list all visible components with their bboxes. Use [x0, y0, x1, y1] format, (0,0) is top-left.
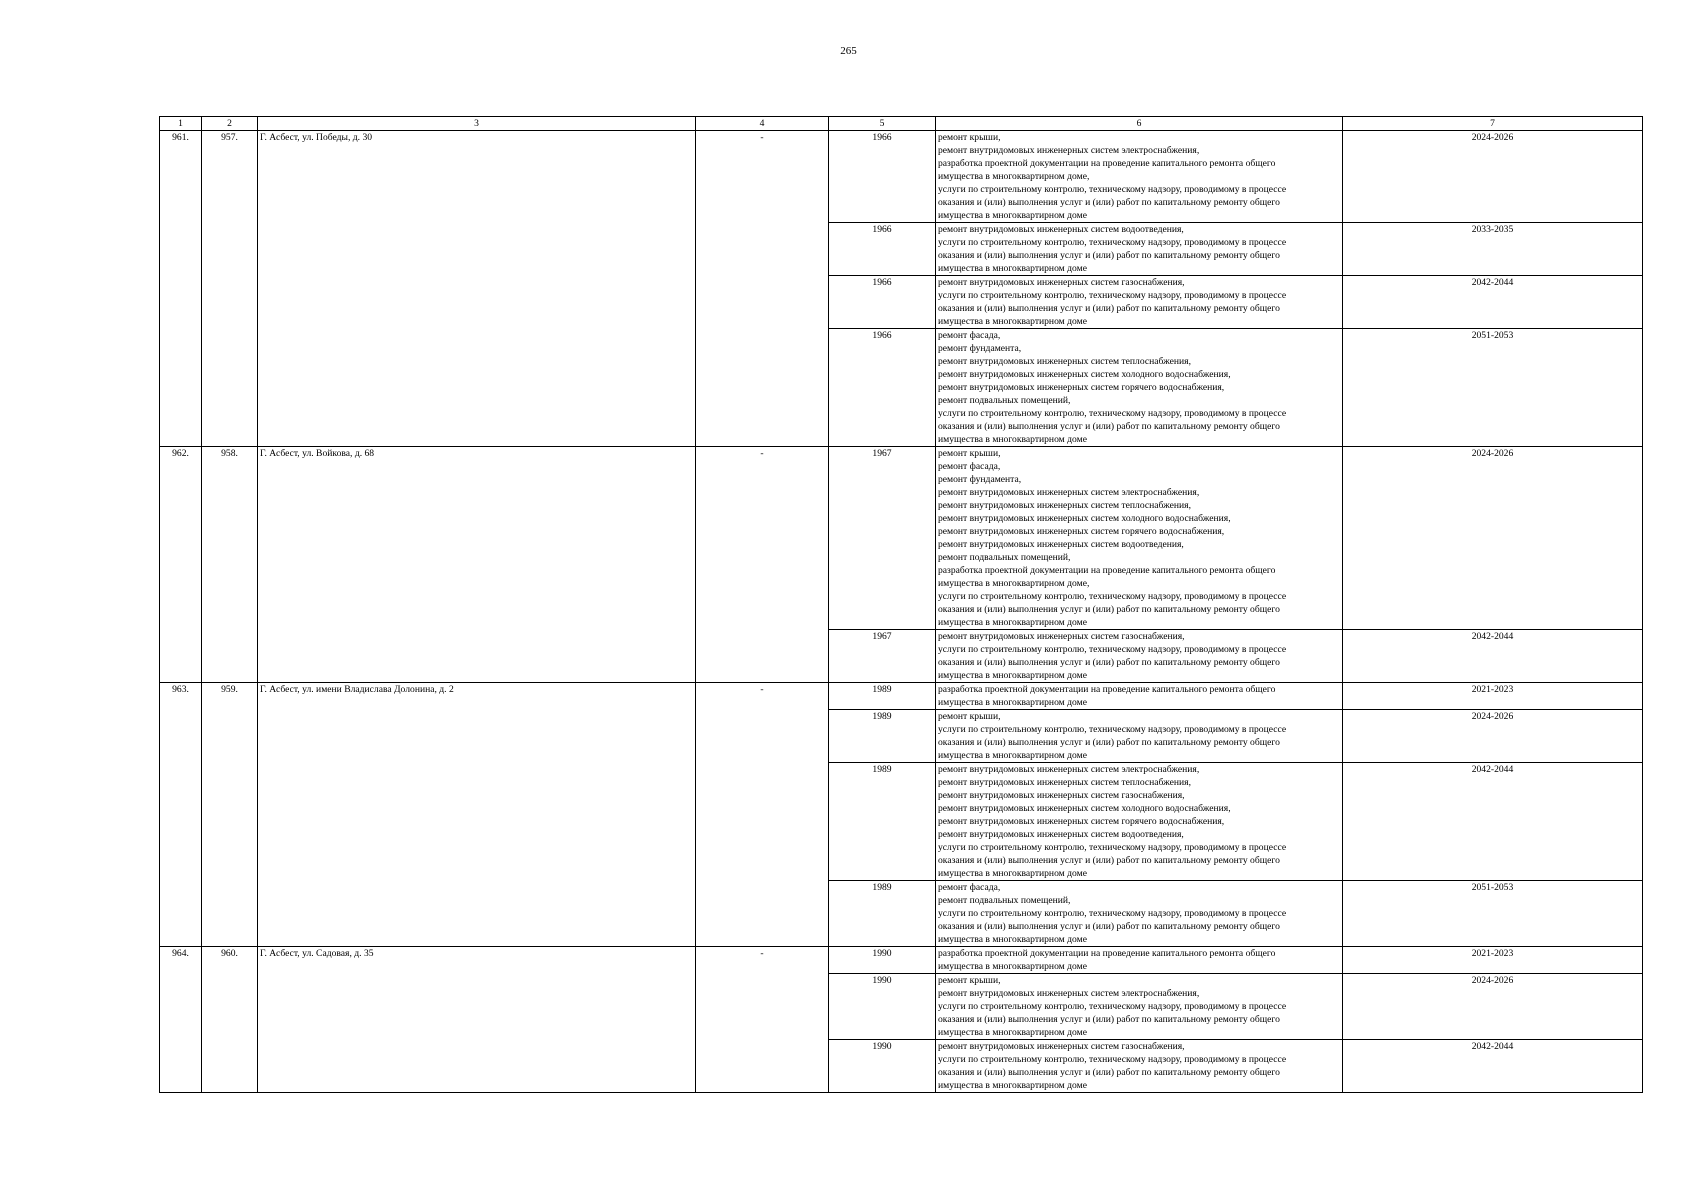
row-number: 963. [160, 683, 202, 947]
work-line: оказания и (или) выполнения услуг и (или) работ по капитальному ремонту общего [938, 1014, 1280, 1025]
year-value: 1966 [829, 329, 936, 447]
work-line: ремонт фасада, [938, 330, 1001, 341]
work-line: имущества в многоквартирном доме [938, 961, 1087, 972]
column-4-value: - [696, 131, 829, 447]
row-number-2: 959. [202, 683, 258, 947]
work-line: ремонт внутридомовых инженерных систем горячего водоснабжения, [938, 526, 1225, 537]
table-row [160, 131, 1643, 223]
works-list [936, 881, 1343, 947]
work-line: оказания и (или) выполнения услуг и (или) работ по капитальному ремонту общего [938, 604, 1280, 615]
year-value: 1989 [829, 881, 936, 947]
work-line: ремонт внутридомовых инженерных систем водоотведения, [938, 829, 1184, 840]
period-value: 2024-2026 [1343, 974, 1643, 1040]
period-value: 2042-2044 [1343, 763, 1643, 881]
work-line: ремонт внутридомовых инженерных систем газоснабжения, [938, 790, 1185, 801]
period-value: 2024-2026 [1343, 131, 1643, 223]
work-line: ремонт внутридомовых инженерных систем водоотведения, [938, 539, 1184, 550]
work-line: разработка проектной документации на проведение капитального ремонта общего [938, 158, 1276, 169]
work-line: ремонт крыши, [938, 132, 1001, 143]
column-header-2: 2 [202, 117, 258, 131]
column-header-1: 1 [160, 117, 202, 131]
work-line: оказания и (или) выполнения услуг и (или) работ по капитальному ремонту общего [938, 921, 1280, 932]
work-line: ремонт внутридомовых инженерных систем электроснабжения, [938, 764, 1200, 775]
work-line: имущества в многоквартирном доме [938, 1027, 1087, 1038]
work-line: ремонт подвальных помещений, [938, 552, 1071, 563]
work-line: оказания и (или) выполнения услуг и (или) работ по капитальному ремонту общего [938, 737, 1280, 748]
works-list [936, 630, 1343, 683]
work-line: ремонт подвальных помещений, [938, 395, 1071, 406]
work-line: услуги по строительному контролю, техническому надзору, проводимому в процессе [938, 1001, 1287, 1012]
work-line: ремонт внутридомовых инженерных систем теплоснабжения, [938, 777, 1191, 788]
row-number: 962. [160, 447, 202, 683]
column-number-row [160, 117, 1643, 131]
work-line: имущества в многоквартирном доме [938, 210, 1087, 221]
period-value: 2033-2035 [1343, 223, 1643, 276]
works-list [936, 1040, 1343, 1093]
work-line: имущества в многоквартирном доме [938, 617, 1087, 628]
column-header-7: 7 [1343, 117, 1643, 131]
year-value: 1990 [829, 974, 936, 1040]
work-line: ремонт внутридомовых инженерных систем холодного водоснабжения, [938, 513, 1231, 524]
work-line: имущества в многоквартирном доме [938, 1080, 1087, 1091]
table-header [160, 117, 1643, 131]
works-list [936, 329, 1343, 447]
works-list [936, 276, 1343, 329]
work-line: ремонт внутридомовых инженерных систем газоснабжения, [938, 631, 1185, 642]
period-value: 2021-2023 [1343, 683, 1643, 710]
work-line: разработка проектной документации на проведение капитального ремонта общего [938, 948, 1276, 959]
work-line: услуги по строительному контролю, техническому надзору, проводимому в процессе [938, 724, 1287, 735]
works-list [936, 223, 1343, 276]
work-line: ремонт крыши, [938, 975, 1001, 986]
column-header-5: 5 [829, 117, 936, 131]
house-address: Г. Асбест, ул. Садовая, д. 35 [258, 947, 696, 1093]
work-line: ремонт крыши, [938, 711, 1001, 722]
column-4-value: - [696, 947, 829, 1093]
capital-repair-table [159, 116, 1643, 1093]
period-value: 2021-2023 [1343, 947, 1643, 974]
work-line: имущества в многоквартирном доме [938, 434, 1087, 445]
work-line: имущества в многоквартирном доме, [938, 578, 1090, 589]
period-value: 2042-2044 [1343, 1040, 1643, 1093]
work-line: ремонт внутридомовых инженерных систем электроснабжения, [938, 487, 1200, 498]
work-line: оказания и (или) выполнения услуг и (или) работ по капитальному ремонту общего [938, 1067, 1280, 1078]
work-line: ремонт внутридомовых инженерных систем горячего водоснабжения, [938, 816, 1225, 827]
table-body [160, 131, 1643, 1093]
work-line: услуги по строительному контролю, техническому надзору, проводимому в процессе [938, 290, 1287, 301]
work-line: услуги по строительному контролю, техническому надзору, проводимому в процессе [938, 591, 1287, 602]
page-number: 265 [840, 45, 857, 57]
work-line: услуги по строительному контролю, техническому надзору, проводимому в процессе [938, 408, 1287, 419]
works-list [936, 763, 1343, 881]
work-line: услуги по строительному контролю, техническому надзору, проводимому в процессе [938, 644, 1287, 655]
work-line: имущества в многоквартирном доме [938, 934, 1087, 945]
year-value: 1966 [829, 131, 936, 223]
work-line: ремонт фасада, [938, 882, 1001, 893]
work-line: оказания и (или) выполнения услуг и (или) работ по капитальному ремонту общего [938, 250, 1280, 261]
work-line: оказания и (или) выполнения услуг и (или) работ по капитальному ремонту общего [938, 855, 1280, 866]
work-line: ремонт внутридомовых инженерных систем горячего водоснабжения, [938, 382, 1225, 393]
work-line: ремонт внутридомовых инженерных систем теплоснабжения, [938, 356, 1191, 367]
row-number: 961. [160, 131, 202, 447]
year-value: 1967 [829, 630, 936, 683]
work-line: имущества в многоквартирном доме [938, 750, 1087, 761]
work-line: оказания и (или) выполнения услуг и (или) работ по капитальному ремонту общего [938, 421, 1280, 432]
work-line: ремонт внутридомовых инженерных систем холодного водоснабжения, [938, 369, 1231, 380]
work-line: разработка проектной документации на проведение капитального ремонта общего [938, 565, 1276, 576]
work-line: ремонт внутридомовых инженерных систем холодного водоснабжения, [938, 803, 1231, 814]
work-line: ремонт фасада, [938, 461, 1001, 472]
work-line: имущества в многоквартирном доме [938, 868, 1087, 879]
work-line: ремонт внутридомовых инженерных систем газоснабжения, [938, 277, 1185, 288]
house-address: Г. Асбест, ул. Войкова, д. 68 [258, 447, 696, 683]
house-address: Г. Асбест, ул. Победы, д. 30 [258, 131, 696, 447]
work-line: имущества в многоквартирном доме [938, 263, 1087, 274]
work-line: ремонт фундамента, [938, 343, 1022, 354]
work-line: ремонт крыши, [938, 448, 1001, 459]
period-value: 2024-2026 [1343, 447, 1643, 630]
year-value: 1967 [829, 447, 936, 630]
year-value: 1989 [829, 763, 936, 881]
table-row [160, 447, 1643, 630]
year-value: 1989 [829, 710, 936, 763]
year-value: 1990 [829, 1040, 936, 1093]
period-value: 2042-2044 [1343, 276, 1643, 329]
year-value: 1990 [829, 947, 936, 974]
work-line: ремонт внутридомовых инженерных систем водоотведения, [938, 224, 1184, 235]
period-value: 2042-2044 [1343, 630, 1643, 683]
period-value: 2051-2053 [1343, 329, 1643, 447]
work-line: ремонт внутридомовых инженерных систем электроснабжения, [938, 145, 1200, 156]
work-line: ремонт внутридомовых инженерных систем теплоснабжения, [938, 500, 1191, 511]
work-line: оказания и (или) выполнения услуг и (или) работ по капитальному ремонту общего [938, 657, 1280, 668]
period-value: 2024-2026 [1343, 710, 1643, 763]
column-4-value: - [696, 447, 829, 683]
work-line: услуги по строительному контролю, техническому надзору, проводимому в процессе [938, 1054, 1287, 1065]
house-address: Г. Асбест, ул. имени Владислава Долонина, д. 2 [258, 683, 696, 947]
work-line: ремонт подвальных помещений, [938, 895, 1071, 906]
work-line: ремонт фундамента, [938, 474, 1022, 485]
work-line: оказания и (или) выполнения услуг и (или) работ по капитальному ремонту общего [938, 197, 1280, 208]
works-list [936, 710, 1343, 763]
column-header-4: 4 [696, 117, 829, 131]
work-line: имущества в многоквартирном доме, [938, 171, 1090, 182]
column-header-6: 6 [936, 117, 1343, 131]
work-line: услуги по строительному контролю, техническому надзору, проводимому в процессе [938, 842, 1287, 853]
work-line: услуги по строительному контролю, техническому надзору, проводимому в процессе [938, 237, 1287, 248]
period-value: 2051-2053 [1343, 881, 1643, 947]
table-row [160, 947, 1643, 974]
work-line: имущества в многоквартирном доме [938, 316, 1087, 327]
year-value: 1966 [829, 223, 936, 276]
row-number-2: 957. [202, 131, 258, 447]
work-line: имущества в многоквартирном доме [938, 670, 1087, 681]
work-line: оказания и (или) выполнения услуг и (или) работ по капитальному ремонту общего [938, 303, 1280, 314]
works-list [936, 683, 1343, 710]
work-line: услуги по строительному контролю, техническому надзору, проводимому в процессе [938, 908, 1287, 919]
works-list [936, 447, 1343, 630]
row-number: 964. [160, 947, 202, 1093]
work-line: услуги по строительному контролю, техническому надзору, проводимому в процессе [938, 184, 1287, 195]
work-line: ремонт внутридомовых инженерных систем электроснабжения, [938, 988, 1200, 999]
works-list [936, 131, 1343, 223]
row-number-2: 958. [202, 447, 258, 683]
row-number-2: 960. [202, 947, 258, 1093]
work-line: имущества в многоквартирном доме [938, 697, 1087, 708]
column-4-value: - [696, 683, 829, 947]
work-line: разработка проектной документации на проведение капитального ремонта общего [938, 684, 1276, 695]
works-list [936, 947, 1343, 974]
column-header-3: 3 [258, 117, 696, 131]
table-row [160, 683, 1643, 710]
year-value: 1966 [829, 276, 936, 329]
year-value: 1989 [829, 683, 936, 710]
work-line: ремонт внутридомовых инженерных систем газоснабжения, [938, 1041, 1185, 1052]
works-list [936, 974, 1343, 1040]
